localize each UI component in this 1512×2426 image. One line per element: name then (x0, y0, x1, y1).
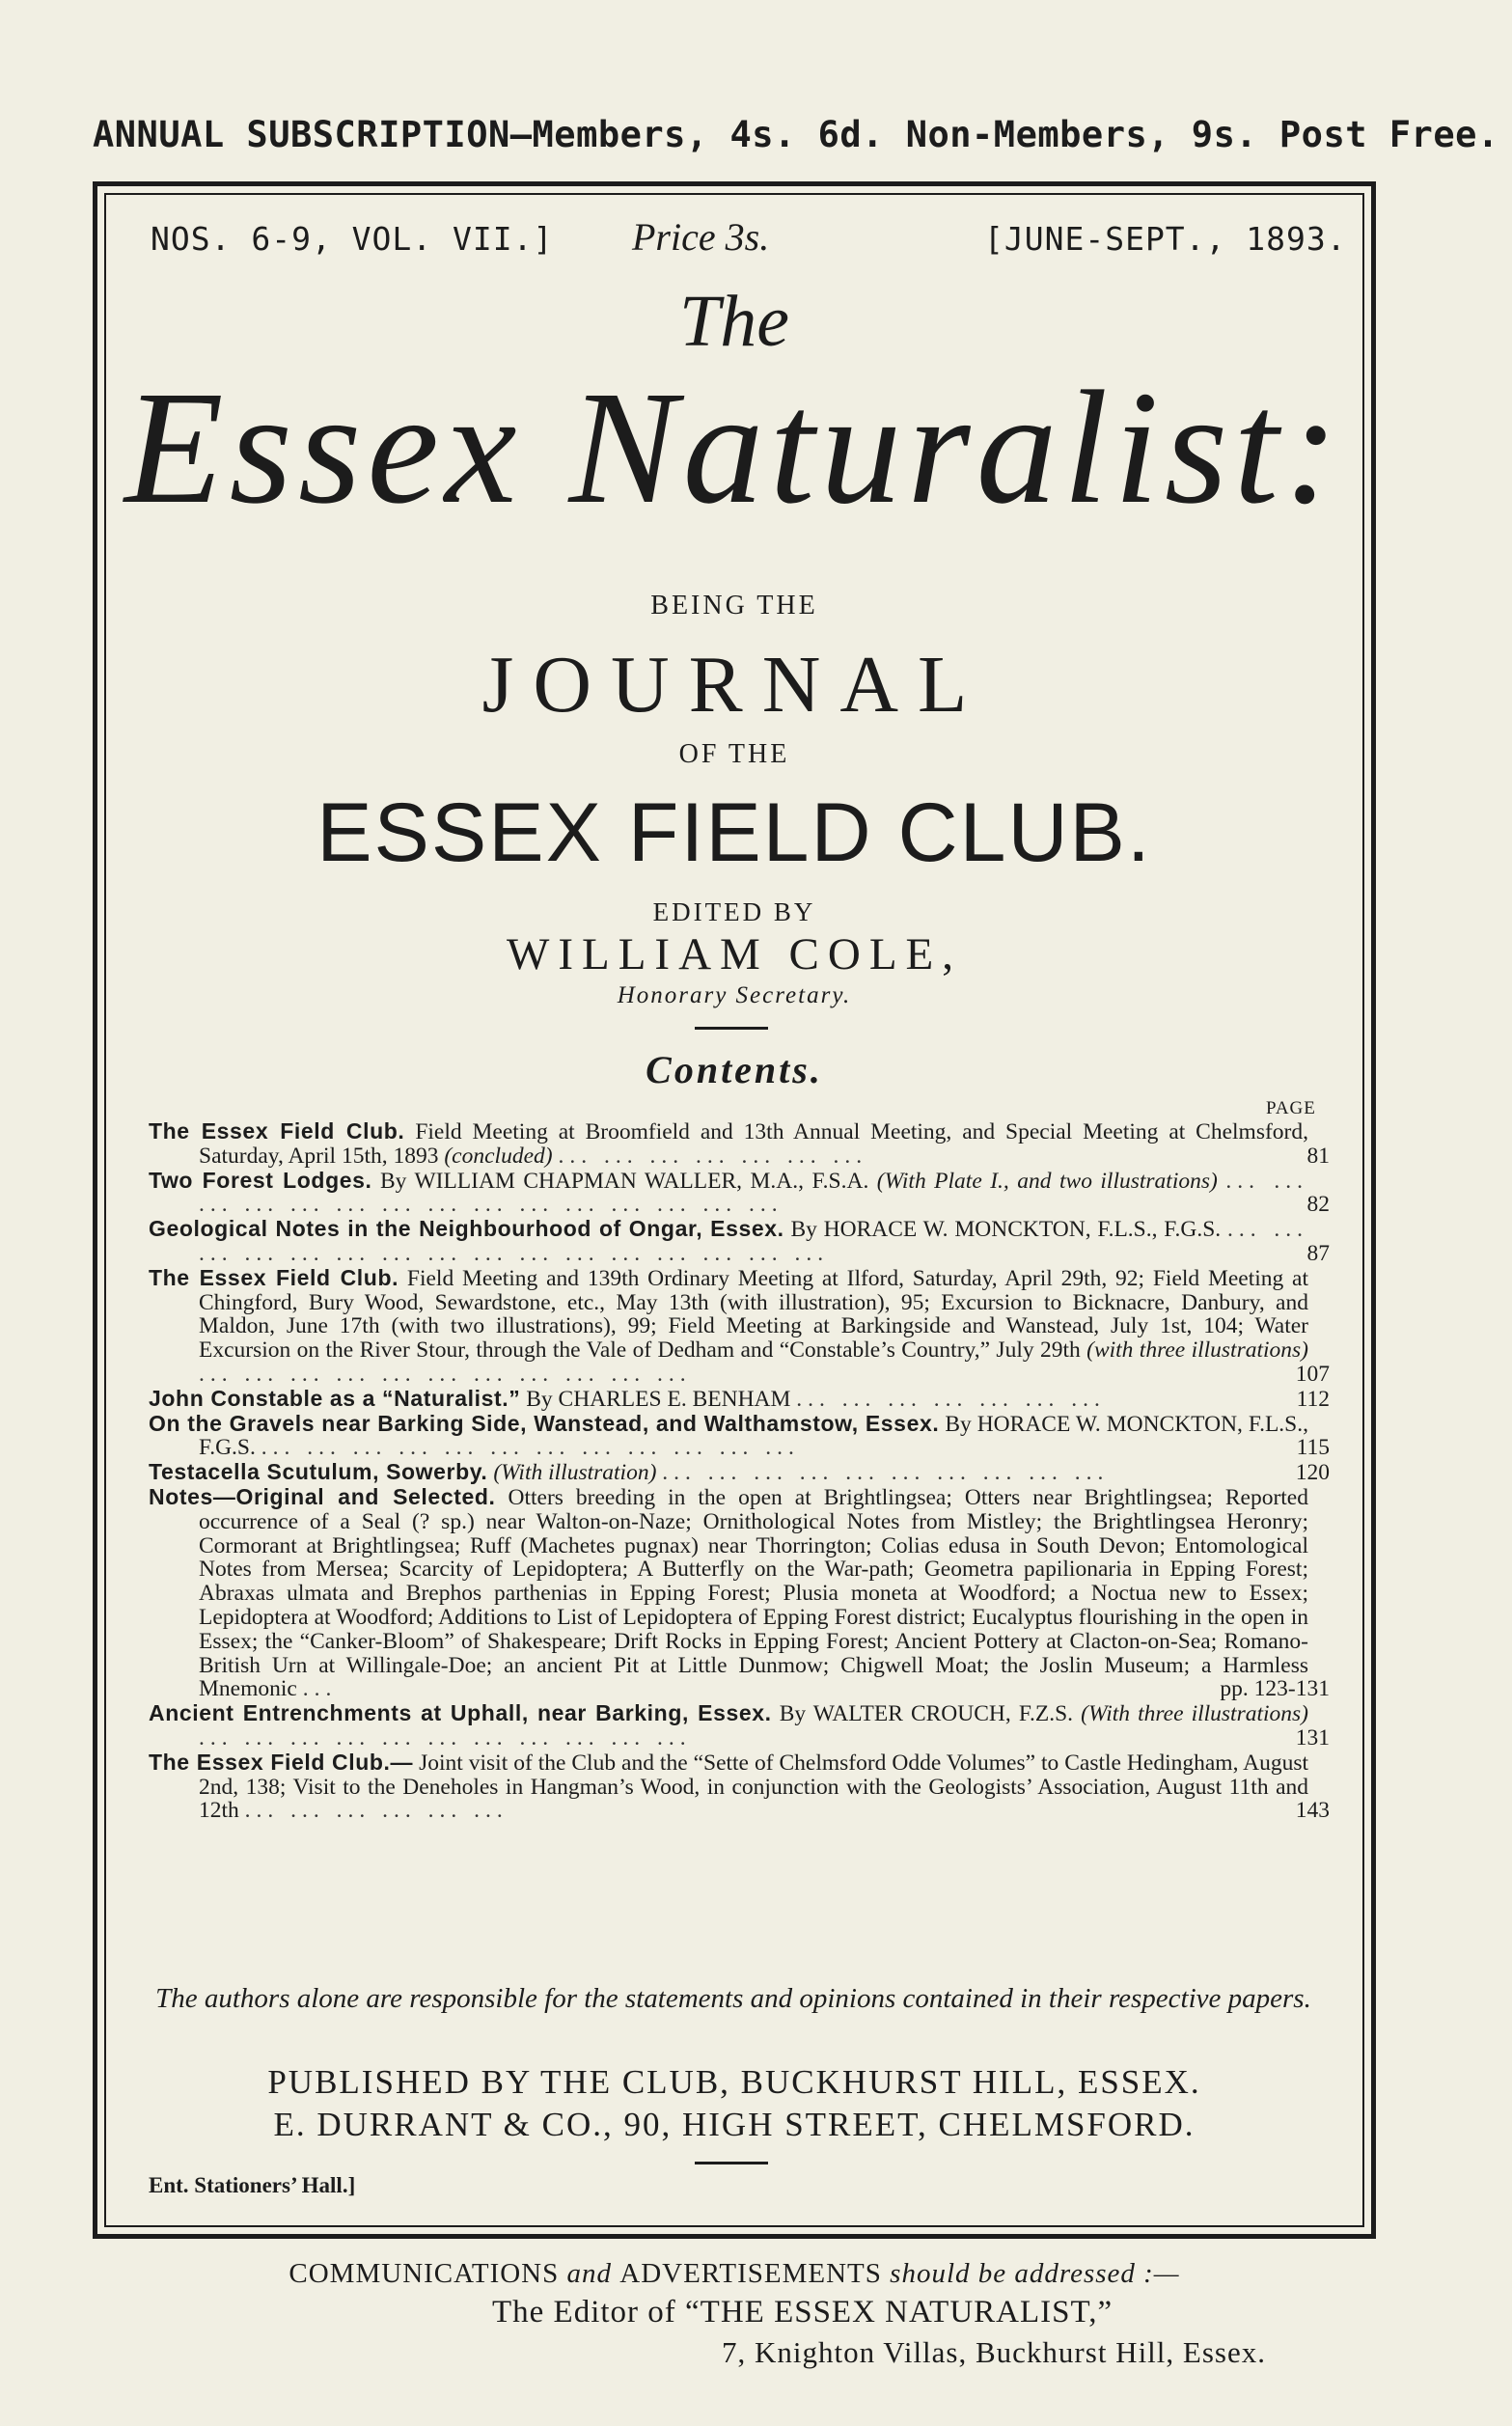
price: Price 3s. (632, 215, 770, 259)
contents-entry (149, 1485, 1330, 1701)
contents-entry-description: Joint visit of the Club and the “Sette of Chelmsford Odde Volumes” to Castle Hedingham, August 2nd, 138; Visit to the Deneholes in Hangman’s Wood, in conjunction with the Geologists’ Association, August 11th and 12th (199, 1750, 1308, 1824)
contents-entry-text (149, 1701, 1308, 1751)
leader-dots: ... ... ... ... ... ... ... (796, 1386, 1106, 1412)
contents-entry-description: Field Meeting and 139th Ordinary Meeting at Ilford, Saturday, April 29th, 92; Field Meeting at Chingford, Bury Wood, Sewardstone, etc., May 13th (with illustration), 95; Excursion to Bicknacre, Danbury, and Maldon, June 17th (with two illustrations), 99; Field Meeting at Barkingside and Wanstead, July 1st, 104; Water Excursion on the River Stour, through the Vale of Dedham and “Constable’s Country,” July 29th (199, 1265, 1309, 1364)
being-the: BEING THE (650, 591, 818, 620)
advertisements-word: ADVERTISEMENTS (619, 2258, 882, 2289)
contents-entry (149, 1266, 1330, 1387)
journal-heading: JOURNAL (481, 640, 987, 730)
disclaimer: The authors alone are responsible for the statements and opinions contained in their respective papers. (155, 1983, 1311, 2014)
of-the: OF THE (678, 739, 790, 769)
contents-entry-page: 82 (1306, 1192, 1330, 1218)
contents-entry (149, 1387, 1330, 1412)
contents-entry-note: (concluded) (444, 1143, 553, 1169)
contents-heading: Contents. (646, 1048, 823, 1091)
contents-entry (149, 1701, 1330, 1751)
leader-dots: ... ... ... ... ... ... ... ... ... ... ... ... ... ... ... ... (199, 1217, 1308, 1266)
contents-entry (149, 1751, 1330, 1823)
contents-entry-text (149, 1266, 1308, 1387)
contents-entry-text (149, 1751, 1308, 1823)
communications-line (104, 2258, 1364, 2290)
contents-entry-title: Ancient Entrenchments at Uphall, near Barking, Essex. (149, 1700, 772, 1726)
leader-dots: ... ... ... ... ... ... ... ... ... ... (662, 1460, 1110, 1486)
contents-entry-title: Two Forest Lodges. (149, 1167, 372, 1193)
contents-entry-note: (With illustration) (493, 1460, 657, 1486)
leader-dots: ... (302, 1676, 338, 1702)
leader-dots: ... ... ... ... ... ... ... (558, 1143, 868, 1169)
contents-entry-note: (with three illustrations) (1086, 1337, 1309, 1364)
page-column-label: PAGE (1266, 1098, 1316, 1118)
contents-entry-description: By WILLIAM CHAPMAN WALLER, M.A., F.S.A. (379, 1168, 869, 1194)
edited-by: EDITED BY (652, 897, 816, 926)
contents-entry-page: 81 (1306, 1143, 1330, 1169)
editor-address: The Editor of “THE ESSEX NATURALIST,” (492, 2295, 1113, 2330)
printer-line: E. DURRANT & CO., 90, HIGH STREET, CHELMSFORD. (273, 2106, 1196, 2143)
contents-entry-text (149, 1169, 1308, 1218)
leader-dots: ... ... ... ... ... ... ... ... ... ... ... (199, 1724, 692, 1751)
contents-entry-page: 87 (1306, 1240, 1330, 1266)
leader-dots: ... ... ... ... ... ... ... ... ... ... ... ... (261, 1435, 800, 1461)
contents-entry-description: By HORACE W. MONCKTON, F.L.S., F.G.S. (199, 1411, 1308, 1461)
contents-entry-title: John Constable as a “Naturalist.” (149, 1385, 521, 1411)
stationers-hall-note: Ent. Stationers’ Hall.] (149, 2173, 356, 2197)
contents-entry-page: 112 (1296, 1386, 1330, 1412)
contents-entry-note: (With three illustrations) (1081, 1701, 1309, 1727)
contents-entry-text (149, 1119, 1308, 1169)
editor-name: WILLIAM COLE, (506, 929, 963, 979)
contents-entry-page: 107 (1295, 1361, 1330, 1387)
contents-entry-title: The Essex Field Club. (149, 1264, 399, 1290)
contents-entry-title: The Essex Field Club.— (149, 1749, 414, 1775)
street-address: 7, Knighton Villas, Buckhurst Hill, Essex. (722, 2335, 1266, 2369)
issue-date: [JUNE-SEPT., 1893. (984, 220, 1347, 258)
contents-entry (149, 1119, 1330, 1169)
masthead-the: The (679, 281, 789, 362)
contents-entry-title: Testacella Scutulum, Sowerby. (149, 1459, 488, 1485)
contents-entry-title: The Essex Field Club. (149, 1118, 405, 1144)
contents-entry (149, 1169, 1330, 1218)
contents-entry-description: By WALTER CROUCH, F.Z.S. (779, 1701, 1074, 1727)
addressed-phrase: should be addressed :— (890, 2258, 1180, 2289)
contents-entry-title: On the Gravels near Barking Side, Wanstead, and Walthamstow, Essex. (149, 1410, 940, 1436)
leader-dots: ... ... ... ... ... ... ... ... ... ... ... ... ... ... ... (199, 1168, 1309, 1218)
divider (695, 1027, 768, 1030)
issue-numbers: NOS. 6-9, VOL. VII.] (151, 220, 554, 258)
contents-entry-description: Field Meeting at Broomfield and 13th Annual Meeting, and Special Meeting at Chelmsford, Saturday, April 15th, 1893 (199, 1119, 1309, 1169)
contents-entry-page: 131 (1295, 1724, 1330, 1751)
contents-entry-text (149, 1460, 1308, 1485)
divider (695, 2162, 768, 2164)
contents-entry-page: 115 (1296, 1435, 1330, 1461)
leader-dots: ... ... ... ... ... ... (244, 1798, 509, 1824)
contents-entry-text (149, 1485, 1308, 1701)
contents-entry-text (149, 1412, 1308, 1461)
contents-entry (149, 1412, 1330, 1461)
leader-dots: ... ... ... ... ... ... ... ... ... ... ... (199, 1361, 692, 1387)
contents-entry-note: (With Plate I., and two illustrations) (876, 1168, 1218, 1194)
communications-word: COMMUNICATIONS (289, 2258, 560, 2289)
contents-entry-description: Otters breeding in the open at Brightlingsea; Otters near Brightlingsea; Reported occurrence of a Seal (? sp.) near Walton-on-Naze; Ornithological Notes from Mistley; the Brightlingsea Heronry; Cormorant at Brightlingsea; Ruff (Machetes pugnax) near Thorrington; Colias edusa in South Devon; Entomological Notes from Mersea; Scarcity of Lepidoptera; A Butterfly on the War-path; Geometra papilionaria in Epping Forest; Abraxas ulmata and Brephos parthenias in Epping Forest; Plusia moneta at Woodford; a Noctua new to Essex; Lepidoptera at Woodford; Additions to List of Lepidoptera of Epping Forest district; Eucalyptus flourishing in the open in Essex; the “Canker-Bloom” of Shakespeare; Drift Rocks in Epping Forest; Ancient Pottery at Clacton-on-Sea; Romano-British Urn at Willingale-Doe; an ancient Pit at Little Dunmow; Chigwell Moat; the Joslin Museum; a Harmless Mnemonic (199, 1484, 1308, 1702)
contents-entry-page: 143 (1295, 1798, 1330, 1824)
contents-entry (149, 1217, 1330, 1266)
contents-entry-text (149, 1387, 1308, 1412)
contents-entry-title: Geological Notes in the Neighbourhood of Ongar, Essex. (149, 1216, 784, 1242)
contents-entry (149, 1460, 1330, 1485)
subscription-line: ANNUAL SUBSCRIPTION—Members, 4s. 6d. Non-Members, 9s. Post Free. (93, 114, 1499, 155)
publisher-line: PUBLISHED BY THE CLUB, BUCKHURST HILL, ESSEX. (267, 2063, 1201, 2101)
club-heading: ESSEX FIELD CLUB. (316, 786, 1152, 879)
table-of-contents (149, 1119, 1330, 1823)
contents-entry-description: By CHARLES E. BENHAM (526, 1386, 791, 1412)
contents-entry-title: Notes—Original and Selected. (149, 1483, 496, 1509)
and-word: and (566, 2258, 612, 2289)
masthead-title: Essex Naturalist: (124, 358, 1344, 538)
editor-role: Honorary Secretary. (617, 982, 852, 1008)
contents-entry-page: 120 (1295, 1460, 1330, 1486)
contents-entry-page: pp. 123-131 (1220, 1676, 1330, 1702)
contents-entry-text (149, 1217, 1308, 1266)
contents-entry-description: By HORACE W. MONCKTON, F.L.S., F.G.S. (790, 1217, 1222, 1243)
